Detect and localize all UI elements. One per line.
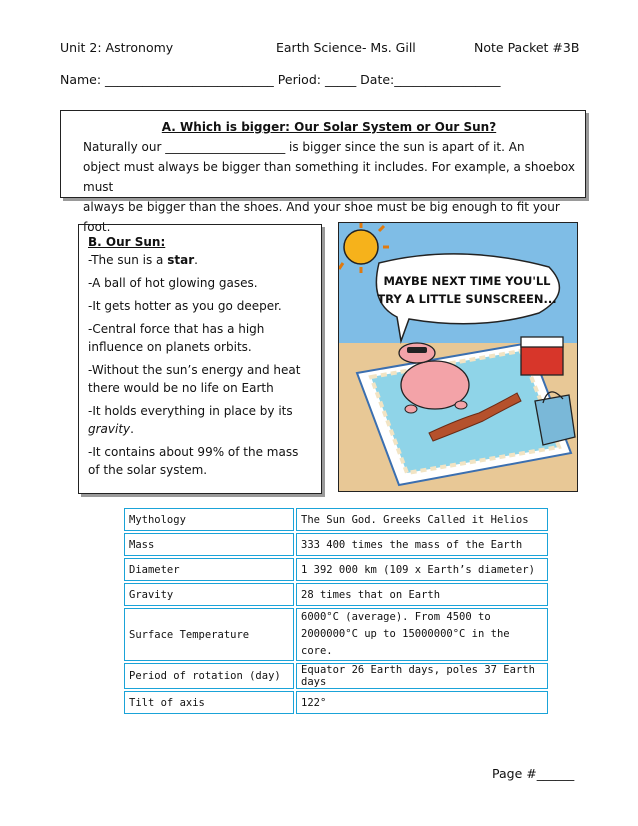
fact-value: The Sun God. Greeks Called it Helios bbox=[296, 508, 548, 531]
header-packet: Note Packet #3B bbox=[474, 40, 580, 55]
section-b-title: B. Our Sun: bbox=[88, 235, 166, 249]
section-a-box bbox=[60, 110, 586, 234]
table-row bbox=[124, 663, 548, 689]
fact-value: Equator 26 Earth days, poles 37 Earth days bbox=[296, 663, 548, 689]
fact-key: Diameter bbox=[124, 558, 294, 581]
name-period-date-line: Name: ___________________________ Period: _____ Date:_________________ bbox=[60, 72, 501, 87]
table-row bbox=[124, 583, 548, 606]
fact-key: Mass bbox=[124, 533, 294, 556]
fact-hotter: -It gets hotter as you go deeper. bbox=[88, 299, 282, 313]
section-b-box bbox=[78, 224, 322, 494]
fact-key: Surface Temperature bbox=[124, 608, 294, 661]
fact-star: -The sun is a star. bbox=[88, 253, 198, 267]
comic-caption-1: MAYBE NEXT TIME YOU'LL bbox=[383, 274, 551, 288]
cooler-icon bbox=[521, 337, 563, 375]
sun-facts-table bbox=[122, 506, 550, 716]
fact-value: 6000°C (average). From 4500 to 2000000°C up to 15000000°C in the core. bbox=[296, 608, 548, 661]
beach-bag-icon bbox=[535, 392, 575, 445]
fact-value: 333 400 times the mass of the Earth bbox=[296, 533, 548, 556]
page-number: Page #______ bbox=[492, 766, 575, 781]
fact-key: Mythology bbox=[124, 508, 294, 531]
header-unit: Unit 2: Astronomy bbox=[60, 40, 174, 55]
table-row bbox=[124, 691, 548, 714]
section-a-line-1: Naturally our ____________________ is bigger since the sun is apart of it. An bbox=[83, 140, 525, 154]
section-a-line-2: object must always be bigger than something it includes. For example, a shoebox must bbox=[83, 160, 575, 194]
fact-mass: -It contains about 99% of the mass of the solar system. bbox=[88, 445, 299, 477]
fact-value: 28 times that on Earth bbox=[296, 583, 548, 606]
fact-key: Tilt of axis bbox=[124, 691, 294, 714]
section-a-title: A. Which is bigger: Our Solar System or Our Sun? bbox=[161, 120, 497, 134]
table-row bbox=[124, 533, 548, 556]
fact-key: Period of rotation (day) bbox=[124, 663, 294, 689]
table-row bbox=[124, 508, 548, 531]
fact-central-force: -Central force that has a high influence on planets orbits. bbox=[88, 322, 265, 354]
comic-caption-2: TRY A LITTLE SUNSCREEN... bbox=[377, 292, 557, 306]
header-course: Earth Science- Ms. Gill bbox=[276, 40, 416, 55]
fact-gases: -A ball of hot glowing gases. bbox=[88, 276, 258, 290]
fact-value: 122° bbox=[296, 691, 548, 714]
fact-gravity: -It holds everything in place by its gravity. bbox=[88, 404, 293, 436]
fact-key: Gravity bbox=[124, 583, 294, 606]
sunscreen-comic bbox=[338, 222, 578, 492]
comic-illustration bbox=[339, 223, 578, 492]
section-a-line-3: always be bigger than the shoes. And your shoe must be big enough to fit your foot. bbox=[83, 200, 560, 234]
table-row bbox=[124, 558, 548, 581]
table-row bbox=[124, 608, 548, 661]
fact-life: -Without the sun’s energy and heat there would be no life on Earth bbox=[88, 363, 301, 395]
fact-value: 1 392 000 km (109 x Earth’s diameter) bbox=[296, 558, 548, 581]
